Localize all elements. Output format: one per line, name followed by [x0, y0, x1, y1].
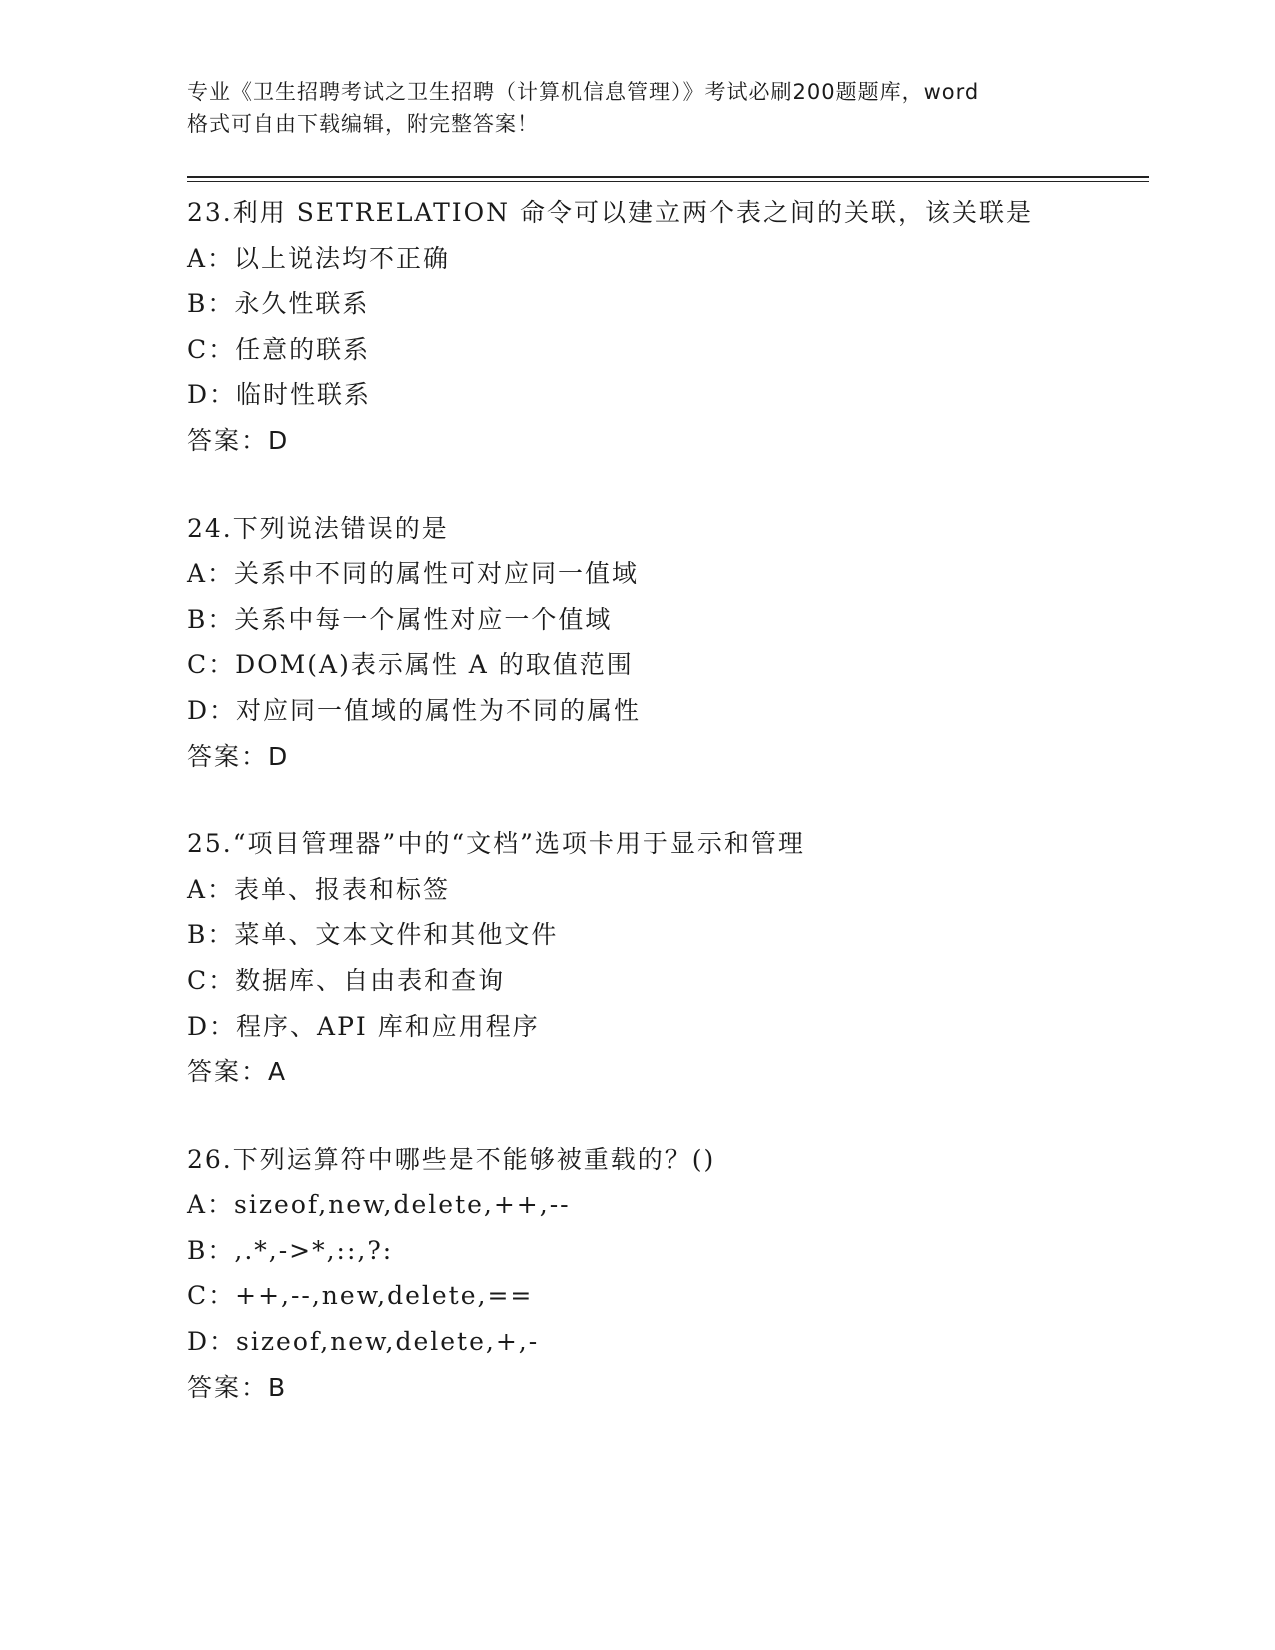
option-c: C：任意的联系	[187, 334, 371, 364]
question-stem: 25.“项目管理器”中的“文档”选项卡用于显示和管理	[187, 829, 805, 859]
answer-line: 答案：D	[187, 425, 290, 455]
option-a: A：sizeof,new,delete,++,--	[187, 1190, 571, 1220]
option-b: B：菜单、文本文件和其他文件	[187, 920, 559, 950]
header-title-line-2: 格式可自由下载编辑，附完整答案！	[187, 112, 539, 136]
header-divider-thin	[187, 181, 1149, 182]
option-c: C：数据库、自由表和查询	[187, 965, 506, 995]
question-stem: 24.下列说法错误的是	[187, 513, 449, 543]
option-c: C：DOM(A)表示属性 A 的取值范围	[187, 650, 634, 680]
option-d: D：程序、API 库和应用程序	[187, 1011, 540, 1041]
question-stem: 23.利用 SETRELATION 命令可以建立两个表之间的关联，该关联是	[187, 198, 1033, 227]
question-26	[187, 1137, 1147, 1411]
option-d: D：对应同一值域的属性为不同的属性	[187, 695, 642, 725]
option-c: C：++,--,new,delete,==	[187, 1281, 534, 1311]
header-title-line-1: 专业《卫生招聘考试之卫生招聘（计算机信息管理）》考试必刷200题题库，word	[187, 80, 980, 104]
header-divider-thick	[187, 176, 1149, 178]
answer-line: 答案：B	[187, 1372, 288, 1402]
option-a: A：以上说法均不正确	[187, 243, 451, 273]
question-25	[187, 821, 1147, 1095]
answer-line: 答案：D	[187, 741, 290, 771]
option-b: B：关系中每一个属性对应一个值域	[187, 604, 613, 634]
question-23	[187, 190, 1147, 464]
option-a: A：关系中不同的属性可对应同一值域	[187, 559, 640, 589]
answer-line: 答案：A	[187, 1057, 288, 1087]
question-24	[187, 506, 1147, 780]
document-header	[187, 76, 1087, 140]
option-b: B：永久性联系	[187, 289, 370, 319]
question-stem: 26.下列运算符中哪些是不能够被重载的？()	[187, 1144, 716, 1174]
option-d: D：临时性联系	[187, 380, 372, 410]
option-a: A：表单、报表和标签	[187, 874, 451, 904]
option-d: D：sizeof,new,delete,+,-	[187, 1327, 540, 1357]
question-list	[187, 190, 1147, 1452]
option-b: B：,.*,->*,::,?:	[187, 1235, 394, 1265]
